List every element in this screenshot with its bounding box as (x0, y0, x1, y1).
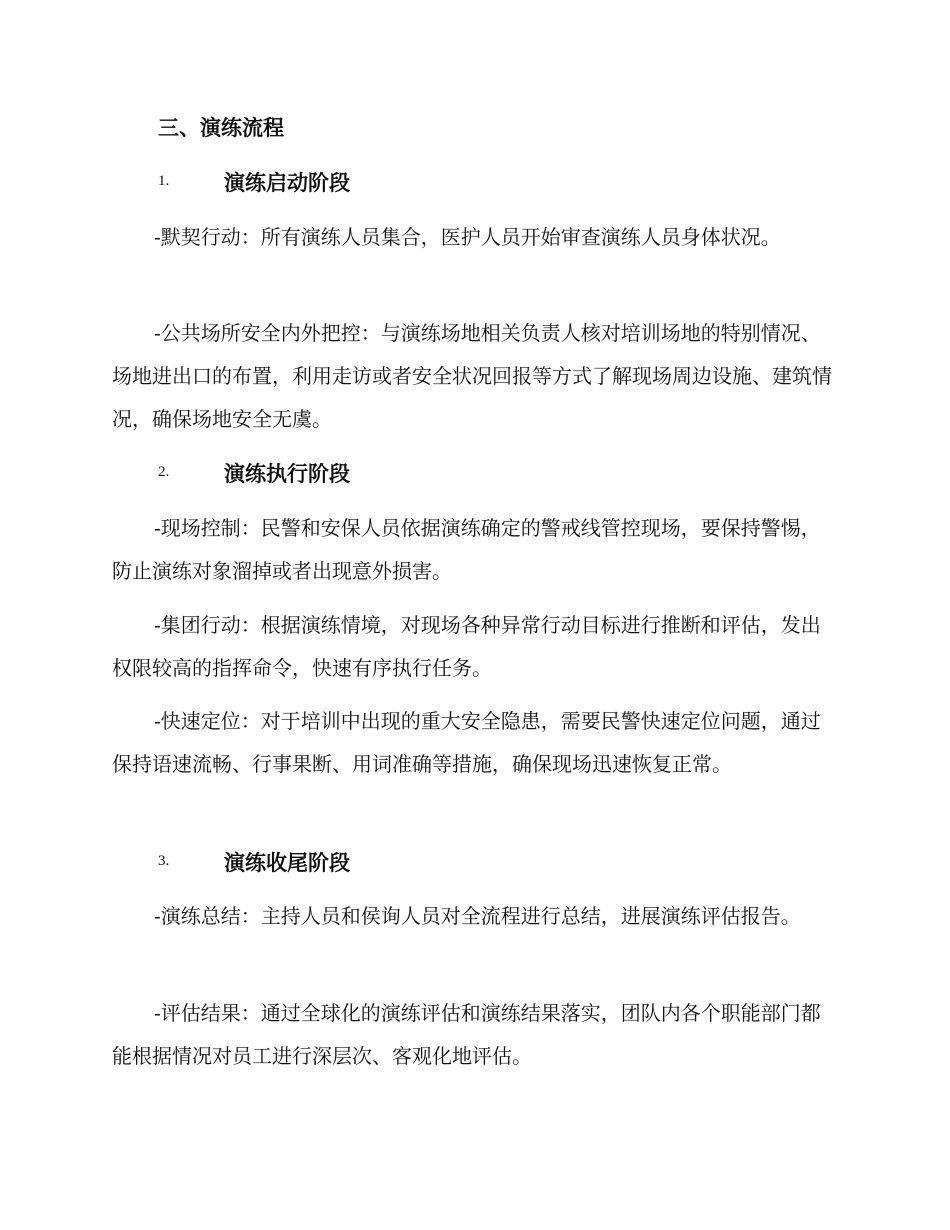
paragraph: -现场控制：民警和安保人员依据演练确定的警戒线管控现场，要保持警惕，防止演练对象溜掉或者出现意外损害。 (112, 516, 821, 583)
paragraph: -评估结果：通过全球化的演练评估和演练结果落实，团队内各个职能部门都能根据情况对员工进行深层次、客观化地评估。 (112, 1001, 821, 1068)
stage-number: 1. (158, 173, 170, 189)
paragraph: -默契行动：所有演练人员集合，医护人员开始审查演练人员身体状况。 (154, 225, 781, 249)
paragraph: -公共场所安全内外把控：与演练场地相关负责人核对培训场地的特别情况、场地进出口的布置，利用走访或者安全状况回报等方式了解现场周边设施、建筑情况，确保场地安全无虞。 (112, 321, 832, 431)
stage-number: 3. (158, 853, 170, 869)
paragraph: -演练总结：主持人员和侯询人员对全流程进行总结，进展演练评估报告。 (154, 904, 801, 928)
paragraph: -集团行动：根据演练情境，对现场各种异常行动目标进行推断和评估，发出权限较高的指挥命令，快速有序执行任务。 (112, 613, 821, 680)
stage-title: 演练执行阶段 (224, 462, 350, 486)
stage-title: 演练启动阶段 (224, 171, 350, 195)
stage-title: 演练收尾阶段 (224, 851, 350, 875)
section-heading: 三、演练流程 (158, 116, 284, 140)
stage-number: 2. (158, 464, 170, 480)
paragraph: -快速定位：对于培训中出现的重大安全隐患，需要民警快速定位问题，通过保持语速流畅、行事果断、用词准确等措施，确保现场迅速恢复正常。 (112, 709, 821, 776)
